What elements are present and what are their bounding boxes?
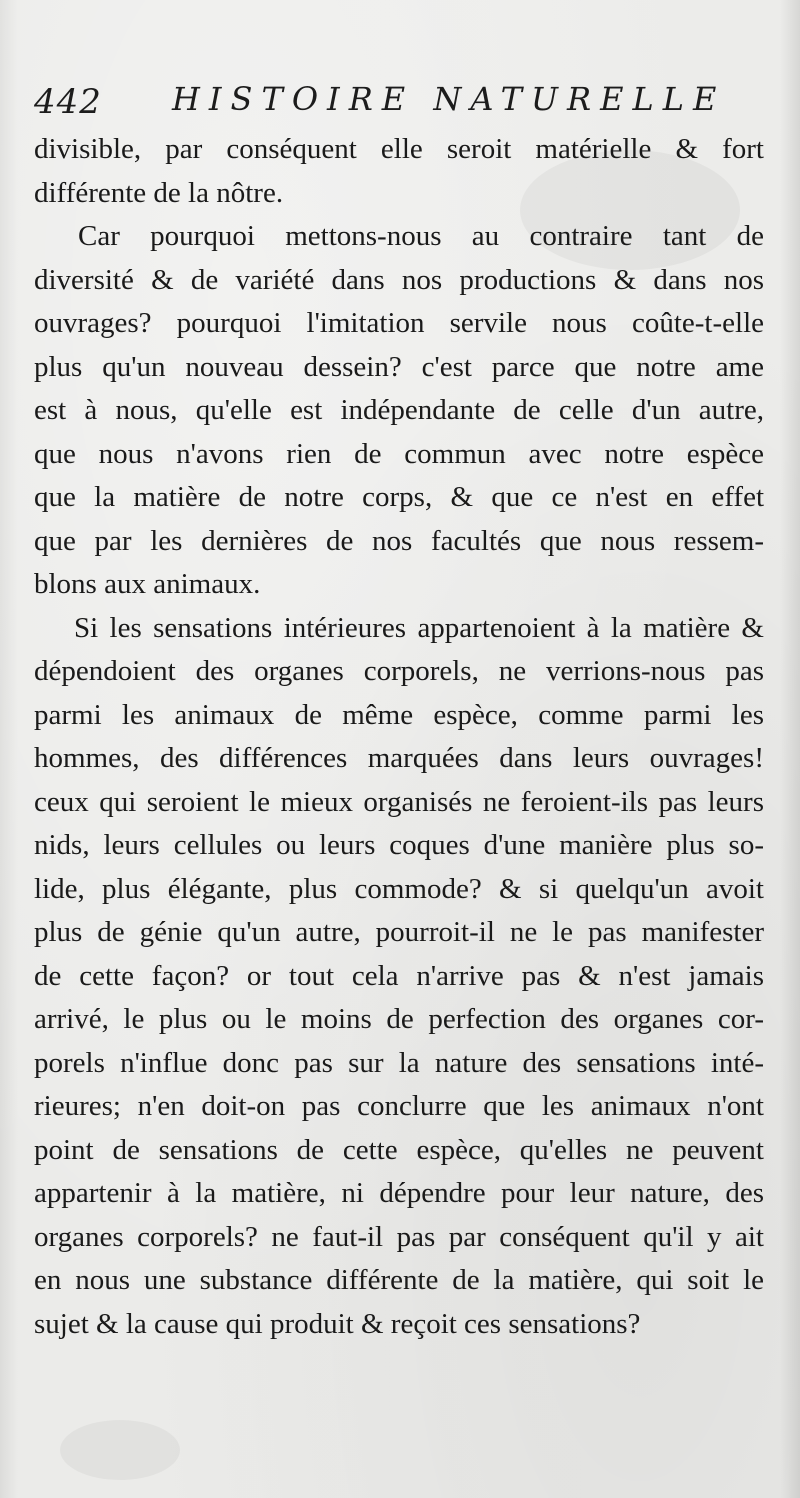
running-title: HISTOIRE NATURELLE <box>172 80 726 118</box>
page-number: 442 <box>34 82 102 122</box>
text-line: différente de la nôtre. <box>34 176 284 209</box>
text-line: lide, plus élégante, plus commode? & si quelqu'un avoit <box>34 872 764 905</box>
text-line: diversité & de variété dans nos productions & dans nos <box>34 263 764 296</box>
text-line: dépendoient des organes corporels, ne verrions-nous pas <box>34 655 764 687</box>
paper-stain <box>60 1420 180 1480</box>
text-line: Si les sensations intérieures appartenoient à la matière & <box>74 611 764 644</box>
text-line: nids, leurs cellules ou leurs coques d'une manière plus so- <box>34 829 764 861</box>
text-line: arrivé, le plus ou le moins de perfection des organes cor- <box>34 1003 764 1035</box>
text-line: en nous une substance différente de la matière, qui soit le <box>34 1264 764 1296</box>
text-line: point de sensations de cette espèce, qu'elles ne peuvent <box>34 1133 764 1166</box>
text-line: que nous n'avons rien de commun avec notre espèce <box>34 437 764 470</box>
text-line: que par les dernières de nos facultés que nous ressem- <box>34 524 764 557</box>
text-line: plus de génie qu'un autre, pourroit-il ne le pas manifester <box>34 916 764 948</box>
text-line: plus qu'un nouveau dessein? c'est parce que notre ame <box>34 350 764 383</box>
text-line: porels n'influe donc pas sur la nature des sensations inté- <box>34 1046 764 1079</box>
text-line: de cette façon? or tout cela n'arrive pas & n'est jamais <box>34 959 764 992</box>
text-line: que la matière de notre corps, & que ce n'est en effet <box>34 481 764 513</box>
text-line: sujet & la cause qui produit & reçoit ces sensations? <box>34 1307 641 1340</box>
text-line: ouvrages? pourquoi l'imitation servile nous coûte-t-elle <box>34 307 764 339</box>
body-text <box>34 128 764 1346</box>
text-line: organes corporels? ne faut-il pas par conséquent qu'il y ait <box>34 1220 764 1253</box>
text-line: parmi les animaux de même espèce, comme parmi les <box>34 698 764 731</box>
text-line: rieures; n'en doit-on pas conclurre que les animaux n'ont <box>34 1090 764 1122</box>
text-line: hommes, des différences marquées dans leurs ouvrages! <box>34 742 764 774</box>
text-line: appartenir à la matière, ni dépendre pour leur nature, des <box>34 1177 764 1209</box>
text-line: divisible, par conséquent elle seroit matérielle & fort <box>34 133 764 165</box>
text-line: Car pourquoi mettons-nous au contraire tant de <box>78 220 764 252</box>
text-line: ceux qui seroient le mieux organisés ne feroient-ils pas leurs <box>34 785 764 818</box>
text-line: blons aux animaux. <box>34 568 261 600</box>
page-header <box>34 78 774 128</box>
text-line: est à nous, qu'elle est indépendante de celle d'un autre, <box>34 394 764 426</box>
